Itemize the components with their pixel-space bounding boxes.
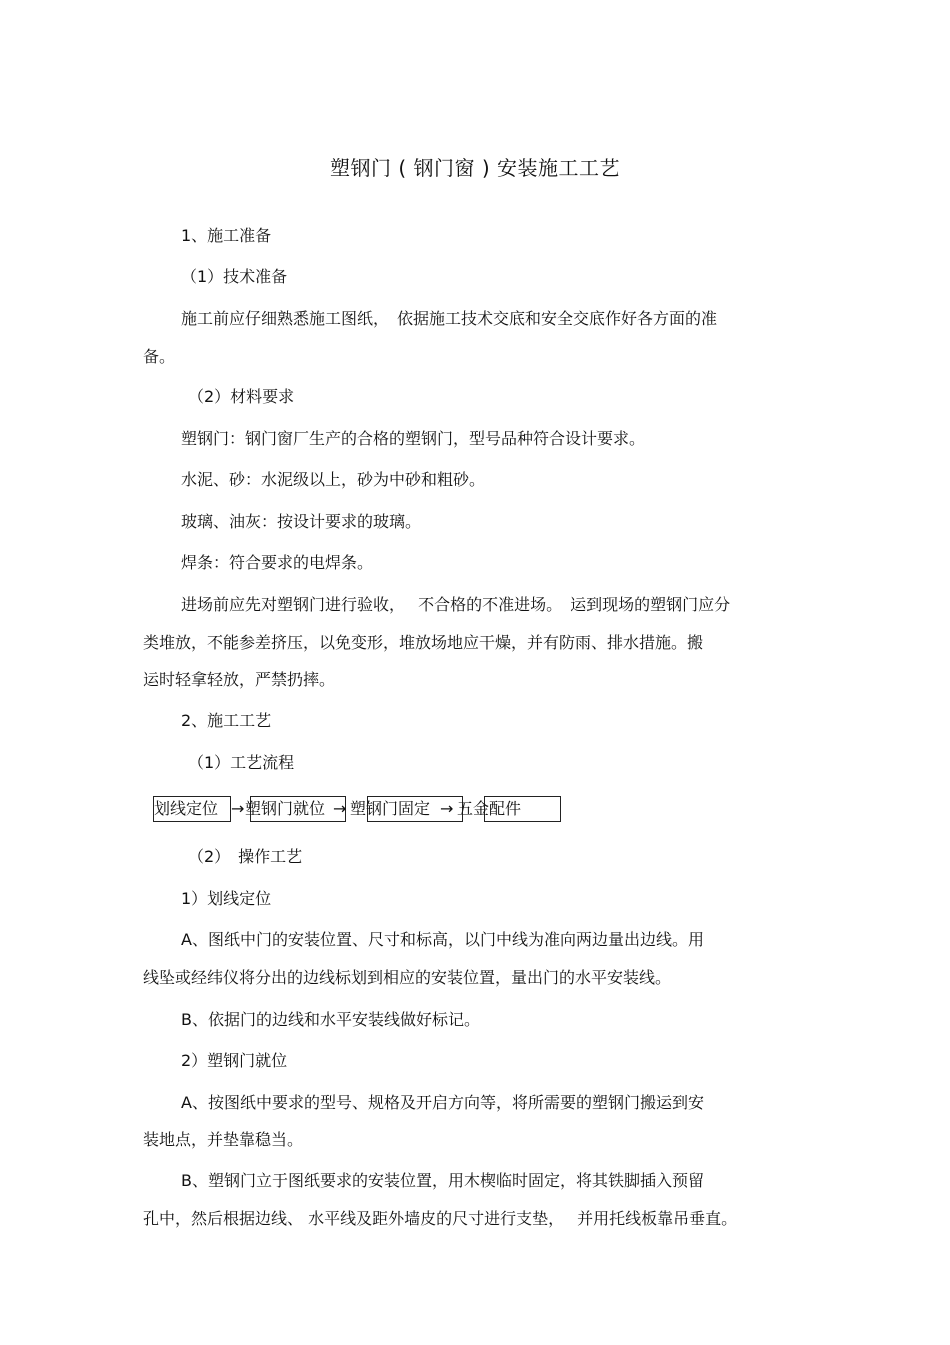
flow-arrow: →	[440, 799, 454, 818]
paragraph-line: B、塑钢门立于图纸要求的安装位置，用木楔临时固定，将其铁脚插入预留	[181, 1171, 704, 1190]
paragraph-line: B、依据门的边线和水平安装线做好标记。	[181, 1010, 480, 1029]
paragraph-line: 线坠或经纬仪将分出的边线标划到相应的安装位置，量出门的水平安装线。	[143, 968, 672, 987]
flow-step-label: 塑钢门就位	[245, 799, 326, 818]
step-heading-positioning: 2）塑钢门就位	[181, 1051, 288, 1070]
paragraph-line: 类堆放，不能参差挤压，以免变形，堆放场地应干燥，并有防雨、排水措施。搬	[143, 633, 704, 652]
flow-step-label: 五金配件	[457, 799, 522, 818]
subsection-heading-flow: （1）工艺流程	[188, 753, 295, 772]
material-item: 焊条：符合要求的电焊条。	[181, 553, 374, 572]
paragraph-line: A、按图纸中要求的型号、规格及开启方向等，将所需要的塑钢门搬运到安	[181, 1093, 704, 1112]
document-title: 塑钢门 ( 钢门窗 ) 安装施工工艺	[329, 156, 621, 180]
section-heading-preparation: 1、施工准备	[181, 226, 272, 245]
subsection-heading-materials: （2）材料要求	[188, 387, 295, 406]
paragraph-line: 进场前应先对塑钢门进行验收， 不合格的不准进场。 运到现场的塑钢门应分	[181, 595, 731, 614]
paragraph-line: 备。	[143, 347, 176, 366]
material-item: 水泥、砂：水泥级以上，砂为中砂和粗砂。	[181, 470, 486, 489]
paragraph-line: A、图纸中门的安装位置、尺寸和标高，以门中线为准向两边量出边线。用	[181, 930, 704, 949]
flow-arrow: →	[231, 799, 245, 818]
paragraph-line: 装地点，并垫靠稳当。	[143, 1130, 304, 1149]
subsection-heading-operation: （2） 操作工艺	[188, 847, 303, 866]
material-item: 塑钢门：钢门窗厂生产的合格的塑钢门，型号品种符合设计要求。	[181, 429, 646, 448]
paragraph-line: 施工前应仔细熟悉施工图纸， 依据施工技术交底和安全交底作好各方面的准	[181, 309, 718, 328]
flow-step-label: 划线定位	[154, 799, 219, 818]
paragraph-line: 运时轻拿轻放，严禁扔摔。	[143, 670, 336, 689]
flow-arrow: →	[333, 799, 347, 818]
paragraph-line: 孔中，然后根据边线、 水平线及距外墙皮的尺寸进行支垫， 并用托线板靠吊垂直。	[143, 1209, 738, 1228]
section-heading-process: 2、施工工艺	[181, 711, 272, 730]
material-item: 玻璃、油灰：按设计要求的玻璃。	[181, 512, 422, 531]
step-heading-layout: 1）划线定位	[181, 889, 272, 908]
flow-step-label: 塑钢门固定	[350, 799, 431, 818]
subsection-heading-technical: （1）技术准备	[181, 267, 288, 286]
